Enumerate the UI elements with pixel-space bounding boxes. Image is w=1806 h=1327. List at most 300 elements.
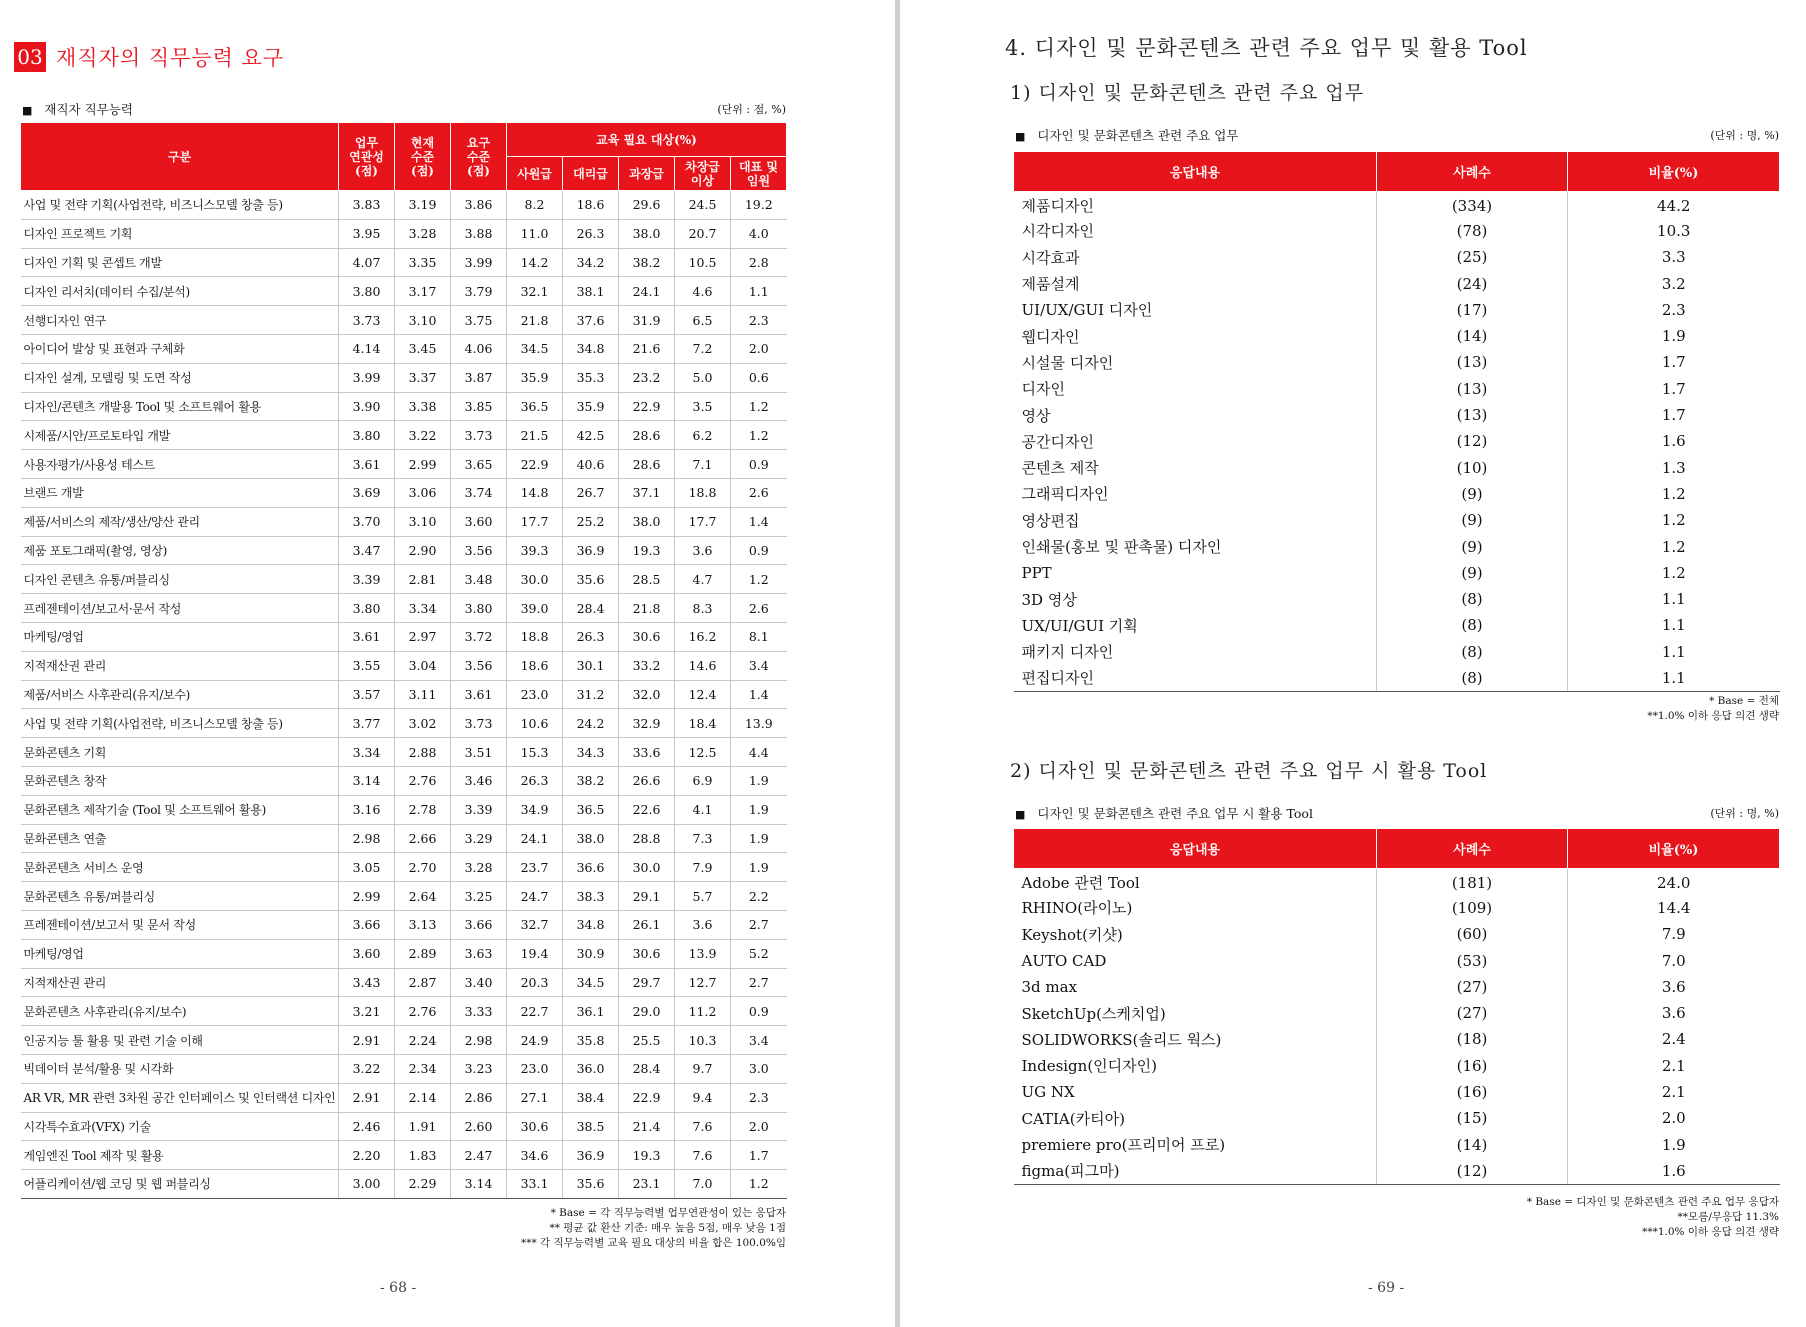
- row-value: 4.7: [675, 565, 731, 594]
- row-value: 2.66: [395, 824, 451, 853]
- row-value: 39.0: [507, 594, 563, 623]
- row-value: 4.6: [675, 277, 731, 306]
- table-row: [1014, 895, 1780, 921]
- table-caption: [22, 100, 133, 118]
- row-value: 10.6: [507, 709, 563, 738]
- row-value: (9): [1377, 481, 1568, 507]
- row-value: 2.7: [731, 910, 787, 939]
- note-line: ***1.0% 이하 응답 의견 생략: [1642, 1226, 1779, 1238]
- right-page-number: - 69 -: [1368, 1280, 1405, 1296]
- row-value: 3.13: [395, 910, 451, 939]
- row-label: 사용자평가/사용성 테스트: [21, 450, 339, 479]
- row-value: 2.6: [731, 594, 787, 623]
- row-value: 2.46: [339, 1112, 395, 1141]
- row-value: 36.9: [563, 1141, 619, 1170]
- row-value: 24.9: [507, 1026, 563, 1055]
- row-value: 19.3: [619, 1141, 675, 1170]
- row-value: 21.4: [619, 1112, 675, 1141]
- main-heading: 4. 디자인 및 문화콘텐츠 관련 주요 업무 및 활용 Tool: [1005, 36, 1528, 60]
- table-row: [21, 738, 787, 767]
- row-value: 38.3: [563, 882, 619, 911]
- row-value: 22.9: [619, 392, 675, 421]
- row-value: 36.1: [563, 997, 619, 1026]
- row-label: 디자인 프로젝트 기획: [21, 219, 339, 248]
- row-value: (9): [1377, 560, 1568, 586]
- left-page: [0, 0, 895, 1327]
- row-value: 1.7: [1661, 379, 1686, 398]
- row-label: 디자인 리서치(데이터 수집/분석): [21, 277, 339, 306]
- row-value: 3.87: [451, 363, 507, 392]
- row-value: 1.2: [1661, 511, 1686, 530]
- row-value: 32.7: [507, 910, 563, 939]
- row-value: 21.6: [619, 334, 675, 363]
- row-value: 2.91: [339, 1083, 395, 1112]
- row-value: 1.1: [1661, 590, 1686, 609]
- row-label: 패키지 디자인: [1014, 639, 1377, 665]
- note-line: *** 각 직무능력별 교육 필요 대상의 비율 합은 100.0%임: [520, 1237, 786, 1249]
- row-value: 3.47: [339, 536, 395, 565]
- row-value: 18.6: [507, 651, 563, 680]
- table-row: [1014, 323, 1780, 349]
- row-value: (24): [1377, 270, 1568, 296]
- table-row: [1014, 270, 1780, 296]
- row-value: (15): [1377, 1105, 1568, 1131]
- row-value: 1.1: [731, 277, 787, 306]
- row-value: 28.8: [619, 824, 675, 853]
- row-value: 1.7: [1661, 353, 1686, 372]
- row-value: (12): [1377, 428, 1568, 454]
- row-value: 1.2: [731, 392, 787, 421]
- row-value: 30.6: [507, 1112, 563, 1141]
- row-label: 시각효과: [1014, 244, 1377, 270]
- row-label: UX/UI/GUI 기획: [1014, 612, 1377, 638]
- row-value: 21.8: [619, 594, 675, 623]
- row-value: 23.0: [507, 1054, 563, 1083]
- row-value: 20.3: [507, 968, 563, 997]
- note-line: * Base = 전체: [1709, 695, 1779, 707]
- row-label: 콘텐츠 제작: [1014, 454, 1377, 480]
- row-value: 3.4: [731, 651, 787, 680]
- row-value: 3.61: [451, 680, 507, 709]
- row-value: 19.4: [507, 939, 563, 968]
- row-value: 2.76: [395, 997, 451, 1026]
- competency-table-body: [21, 191, 787, 1199]
- section-number: 03: [14, 42, 46, 72]
- header-manager: 과장급: [619, 157, 675, 191]
- table-row: [1014, 507, 1780, 533]
- row-value: 3.38: [395, 392, 451, 421]
- row-value: (78): [1377, 218, 1568, 244]
- header-exec: 대표 및 임원: [731, 157, 787, 191]
- row-value: 3.10: [395, 507, 451, 536]
- row-value: 29.1: [619, 882, 675, 911]
- row-value: 1.7: [1661, 406, 1686, 425]
- table-row: [1014, 869, 1780, 895]
- row-value: 19.3: [619, 536, 675, 565]
- row-value: 1.9: [731, 853, 787, 882]
- row-value: (16): [1377, 1053, 1568, 1079]
- table-row: [21, 1054, 787, 1083]
- row-value: 3.72: [451, 622, 507, 651]
- row-value: 38.5: [563, 1112, 619, 1141]
- row-value: 2.89: [395, 939, 451, 968]
- row-value: 34.3: [563, 738, 619, 767]
- row-label: 3d max: [1014, 974, 1377, 1000]
- t2-header-count: 사례수: [1377, 829, 1568, 869]
- row-label: 문화콘텐츠 사후관리(유지/보수): [21, 997, 339, 1026]
- row-value: 12.4: [675, 680, 731, 709]
- table-row: [21, 680, 787, 709]
- row-value: 3.6: [675, 910, 731, 939]
- row-value: 0.9: [731, 536, 787, 565]
- row-label: figma(피그마): [1014, 1158, 1377, 1184]
- row-value: 2.64: [395, 882, 451, 911]
- row-value: 3.39: [451, 795, 507, 824]
- row-value: 4.06: [451, 334, 507, 363]
- row-value: 3.80: [339, 594, 395, 623]
- header-category: 구분: [21, 123, 339, 191]
- row-value: (8): [1377, 612, 1568, 638]
- row-value: 3.56: [451, 536, 507, 565]
- row-value: 3.99: [451, 248, 507, 277]
- row-value: 2.98: [339, 824, 395, 853]
- row-value: 26.3: [563, 219, 619, 248]
- row-value: 3.46: [451, 766, 507, 795]
- row-value: 3.4: [731, 1026, 787, 1055]
- row-label: 문화콘텐츠 제작기술 (Tool 및 소프트웨어 활용): [21, 795, 339, 824]
- table-row: [21, 1026, 787, 1055]
- row-value: 24.2: [563, 709, 619, 738]
- row-value: 3.17: [395, 277, 451, 306]
- row-label: 시제품/시안/프로토타입 개발: [21, 421, 339, 450]
- row-value: 7.1: [675, 450, 731, 479]
- row-value: 6.2: [675, 421, 731, 450]
- row-label: 제품 포토그래픽(촬영, 영상): [21, 536, 339, 565]
- row-value: 14.8: [507, 478, 563, 507]
- caption-marker: ■: [22, 104, 33, 117]
- row-value: 2.0: [731, 334, 787, 363]
- row-value: (16): [1377, 1079, 1568, 1105]
- row-value: 3.28: [451, 853, 507, 882]
- row-value: 3.3: [1661, 248, 1686, 267]
- row-value: 2.60: [451, 1112, 507, 1141]
- row-value: 2.78: [395, 795, 451, 824]
- table-row: [21, 968, 787, 997]
- row-value: 3.6: [1661, 977, 1686, 996]
- row-value: 34.9: [507, 795, 563, 824]
- row-value: 0.9: [731, 997, 787, 1026]
- row-value: 5.2: [731, 939, 787, 968]
- row-label: AUTO CAD: [1014, 947, 1377, 973]
- row-label: 사업 및 전략 기획(사업전략, 비즈니스모델 창출 등): [21, 191, 339, 220]
- row-value: 2.76: [395, 766, 451, 795]
- row-value: 36.9: [563, 536, 619, 565]
- row-value: 7.9: [675, 853, 731, 882]
- row-label: 공간디자인: [1014, 428, 1377, 454]
- row-value: 22.7: [507, 997, 563, 1026]
- table-row: [21, 910, 787, 939]
- row-value: 28.4: [619, 1054, 675, 1083]
- row-value: (25): [1377, 244, 1568, 270]
- row-value: 38.0: [619, 507, 675, 536]
- row-value: 40.6: [563, 450, 619, 479]
- row-value: 3.80: [451, 594, 507, 623]
- row-value: (181): [1377, 869, 1568, 895]
- row-value: 1.1: [1568, 665, 1780, 691]
- table-row: [21, 766, 787, 795]
- table-row: [1014, 402, 1780, 428]
- row-value: 9.7: [675, 1054, 731, 1083]
- row-value: 26.6: [619, 766, 675, 795]
- row-label: 편집디자인: [1014, 665, 1377, 691]
- row-label: 디자인: [1014, 376, 1377, 402]
- row-value: 3.06: [395, 478, 451, 507]
- row-value: 3.21: [339, 997, 395, 1026]
- row-value: 24.0: [1657, 873, 1691, 892]
- row-value: 2.3: [1661, 300, 1686, 319]
- row-value: 38.2: [619, 248, 675, 277]
- table-row: [21, 219, 787, 248]
- row-value: 1.83: [395, 1141, 451, 1170]
- t1-header-ratio: 비율(%): [1568, 152, 1780, 192]
- header-edu-group: 교육 필요 대상(%): [507, 123, 787, 157]
- row-value: 7.6: [675, 1141, 731, 1170]
- row-value: 26.7: [563, 478, 619, 507]
- row-value: 38.0: [619, 219, 675, 248]
- row-label: Keyshot(키샷): [1014, 921, 1377, 947]
- row-label: 빅데이터 분석/활용 및 시각화: [21, 1054, 339, 1083]
- row-value: 10.5: [675, 248, 731, 277]
- row-value: (10): [1377, 454, 1568, 480]
- row-value: 2.90: [395, 536, 451, 565]
- row-value: (8): [1377, 665, 1568, 691]
- row-label: 제품/서비스 사후관리(유지/보수): [21, 680, 339, 709]
- row-value: (12): [1377, 1158, 1568, 1184]
- row-label: 제품설계: [1014, 270, 1377, 296]
- row-label: 제품디자인: [1014, 192, 1377, 218]
- table-row: [1014, 349, 1780, 375]
- row-value: 24.1: [507, 824, 563, 853]
- row-value: (14): [1377, 1131, 1568, 1157]
- table-row: [1014, 1131, 1780, 1157]
- row-value: (8): [1377, 639, 1568, 665]
- row-value: 3.25: [451, 882, 507, 911]
- row-value: 1.2: [1661, 484, 1686, 503]
- unit-label: (단위 : 점, %): [717, 103, 786, 116]
- row-value: 37.1: [619, 478, 675, 507]
- caption-marker: ■: [1015, 130, 1026, 143]
- row-value: 3.33: [451, 997, 507, 1026]
- row-value: 1.91: [395, 1112, 451, 1141]
- table-row: [1014, 1000, 1780, 1026]
- row-value: 2.99: [395, 450, 451, 479]
- table1-unit: (단위 : 명, %): [1710, 129, 1779, 142]
- row-value: 3.29: [451, 824, 507, 853]
- row-label: 시각디자인: [1014, 218, 1377, 244]
- row-value: 18.6: [563, 191, 619, 220]
- row-value: 1.2: [731, 421, 787, 450]
- table-row: [21, 536, 787, 565]
- row-value: 1.1: [1661, 642, 1686, 661]
- row-value: 9.4: [675, 1083, 731, 1112]
- row-value: 30.0: [507, 565, 563, 594]
- row-value: 25.5: [619, 1026, 675, 1055]
- row-value: 21.8: [507, 306, 563, 335]
- row-value: (9): [1377, 533, 1568, 559]
- table-row: [1014, 454, 1780, 480]
- header-relevance: 업무 연관성 (점): [339, 123, 395, 191]
- row-value: 24.7: [507, 882, 563, 911]
- header-staff: 사원급: [507, 157, 563, 191]
- row-value: 3.34: [339, 738, 395, 767]
- competency-table: [20, 122, 787, 1199]
- row-value: 34.8: [563, 910, 619, 939]
- row-value: 3.83: [339, 191, 395, 220]
- row-value: 2.97: [395, 622, 451, 651]
- row-label: SketchUp(스케치업): [1014, 1000, 1377, 1026]
- row-value: 3.86: [451, 191, 507, 220]
- row-value: (13): [1377, 402, 1568, 428]
- row-value: 1.4: [731, 507, 787, 536]
- row-value: 3.95: [339, 219, 395, 248]
- row-value: 2.87: [395, 968, 451, 997]
- row-value: 2.81: [395, 565, 451, 594]
- row-value: 6.5: [675, 306, 731, 335]
- row-value: 3.51: [451, 738, 507, 767]
- row-value: 30.0: [619, 853, 675, 882]
- row-value: 0.6: [731, 363, 787, 392]
- table-row: [1014, 297, 1780, 323]
- row-label: AR VR, MR 관련 3차원 공간 인터페이스 및 인터랙션 디자인: [21, 1083, 339, 1112]
- row-value: (334): [1377, 192, 1568, 218]
- row-value: 3.10: [395, 306, 451, 335]
- row-value: 7.6: [675, 1112, 731, 1141]
- row-value: 38.2: [563, 766, 619, 795]
- row-value: 3.5: [675, 392, 731, 421]
- row-value: 2.70: [395, 853, 451, 882]
- row-value: 3.63: [451, 939, 507, 968]
- row-value: (18): [1377, 1026, 1568, 1052]
- row-value: 23.2: [619, 363, 675, 392]
- row-value: 1.9: [731, 824, 787, 853]
- row-label: 인쇄물(홍보 및 판촉물) 디자인: [1014, 533, 1377, 559]
- row-label: 시각특수효과(VFX) 기술: [21, 1112, 339, 1141]
- row-label: 마케팅/영업: [21, 939, 339, 968]
- row-value: (53): [1377, 947, 1568, 973]
- row-value: (27): [1377, 1000, 1568, 1026]
- table-row: [1014, 1026, 1780, 1052]
- section-title: 재직자의 직무능력 요구: [56, 46, 285, 70]
- section-header: [14, 42, 284, 72]
- row-value: 38.4: [563, 1083, 619, 1112]
- row-value: 2.98: [451, 1026, 507, 1055]
- row-label: 영상: [1014, 402, 1377, 428]
- row-value: 22.6: [619, 795, 675, 824]
- row-label: 마케팅/영업: [21, 622, 339, 651]
- row-value: 6.9: [675, 766, 731, 795]
- header-assistant: 대리급: [563, 157, 619, 191]
- row-value: 17.7: [507, 507, 563, 536]
- row-value: 28.6: [619, 450, 675, 479]
- row-value: 26.3: [507, 766, 563, 795]
- row-label: 영상편집: [1014, 507, 1377, 533]
- row-value: 3.60: [339, 939, 395, 968]
- table-row: [1014, 428, 1780, 454]
- row-label: 사업 및 전략 기획(사업전략, 비즈니스모델 창출 등): [21, 709, 339, 738]
- row-value: 23.0: [507, 680, 563, 709]
- row-value: (109): [1377, 895, 1568, 921]
- table-row: [21, 191, 787, 220]
- table-row: [21, 507, 787, 536]
- row-value: 3.39: [339, 565, 395, 594]
- row-value: 3.88: [451, 219, 507, 248]
- row-value: 3.61: [339, 450, 395, 479]
- row-value: 7.0: [1661, 951, 1686, 970]
- row-value: 3.65: [451, 450, 507, 479]
- row-value: 3.16: [339, 795, 395, 824]
- row-value: 31.9: [619, 306, 675, 335]
- row-value: 2.0: [731, 1112, 787, 1141]
- table-caption-row: [22, 100, 786, 118]
- row-value: 7.3: [675, 824, 731, 853]
- row-value: 1.1: [1661, 616, 1686, 635]
- row-value: 3.6: [675, 536, 731, 565]
- table-row: [21, 421, 787, 450]
- table-row: [1014, 665, 1780, 691]
- row-value: 3.45: [395, 334, 451, 363]
- row-value: 39.3: [507, 536, 563, 565]
- t1-header-count: 사례수: [1377, 152, 1568, 192]
- row-value: 3.56: [451, 651, 507, 680]
- row-label: 문화콘텐츠 서비스 운영: [21, 853, 339, 882]
- row-value: 13.9: [675, 939, 731, 968]
- row-value: 2.3: [731, 1083, 787, 1112]
- row-value: 28.5: [619, 565, 675, 594]
- row-value: 4.0: [731, 219, 787, 248]
- row-label: 선행디자인 연구: [21, 306, 339, 335]
- table-row: [21, 997, 787, 1026]
- row-value: 15.3: [507, 738, 563, 767]
- row-value: 1.9: [1661, 1135, 1686, 1154]
- row-value: 2.86: [451, 1083, 507, 1112]
- table-row: [21, 392, 787, 421]
- row-value: 20.7: [675, 219, 731, 248]
- left-page-number: - 68 -: [380, 1280, 417, 1296]
- row-value: 30.9: [563, 939, 619, 968]
- row-value: 21.5: [507, 421, 563, 450]
- row-value: 36.5: [563, 795, 619, 824]
- row-value: 3.02: [395, 709, 451, 738]
- table1-notes: [1279, 694, 1779, 724]
- row-value: 3.80: [339, 421, 395, 450]
- row-value: 33.2: [619, 651, 675, 680]
- row-value: 3.74: [451, 478, 507, 507]
- row-value: 1.9: [731, 795, 787, 824]
- row-value: 11.2: [675, 997, 731, 1026]
- table-row: [1014, 1079, 1780, 1105]
- row-value: 3.14: [339, 766, 395, 795]
- table-row: [21, 1170, 787, 1199]
- row-value: 2.20: [339, 1141, 395, 1170]
- table-row: [1014, 639, 1780, 665]
- table-row: [1014, 586, 1780, 612]
- row-value: 18.8: [507, 622, 563, 651]
- row-value: 8.3: [675, 594, 731, 623]
- row-value: 3.79: [451, 277, 507, 306]
- row-value: 24.5: [675, 191, 731, 220]
- row-value: 3.70: [339, 507, 395, 536]
- tools-table: [1013, 828, 1780, 1185]
